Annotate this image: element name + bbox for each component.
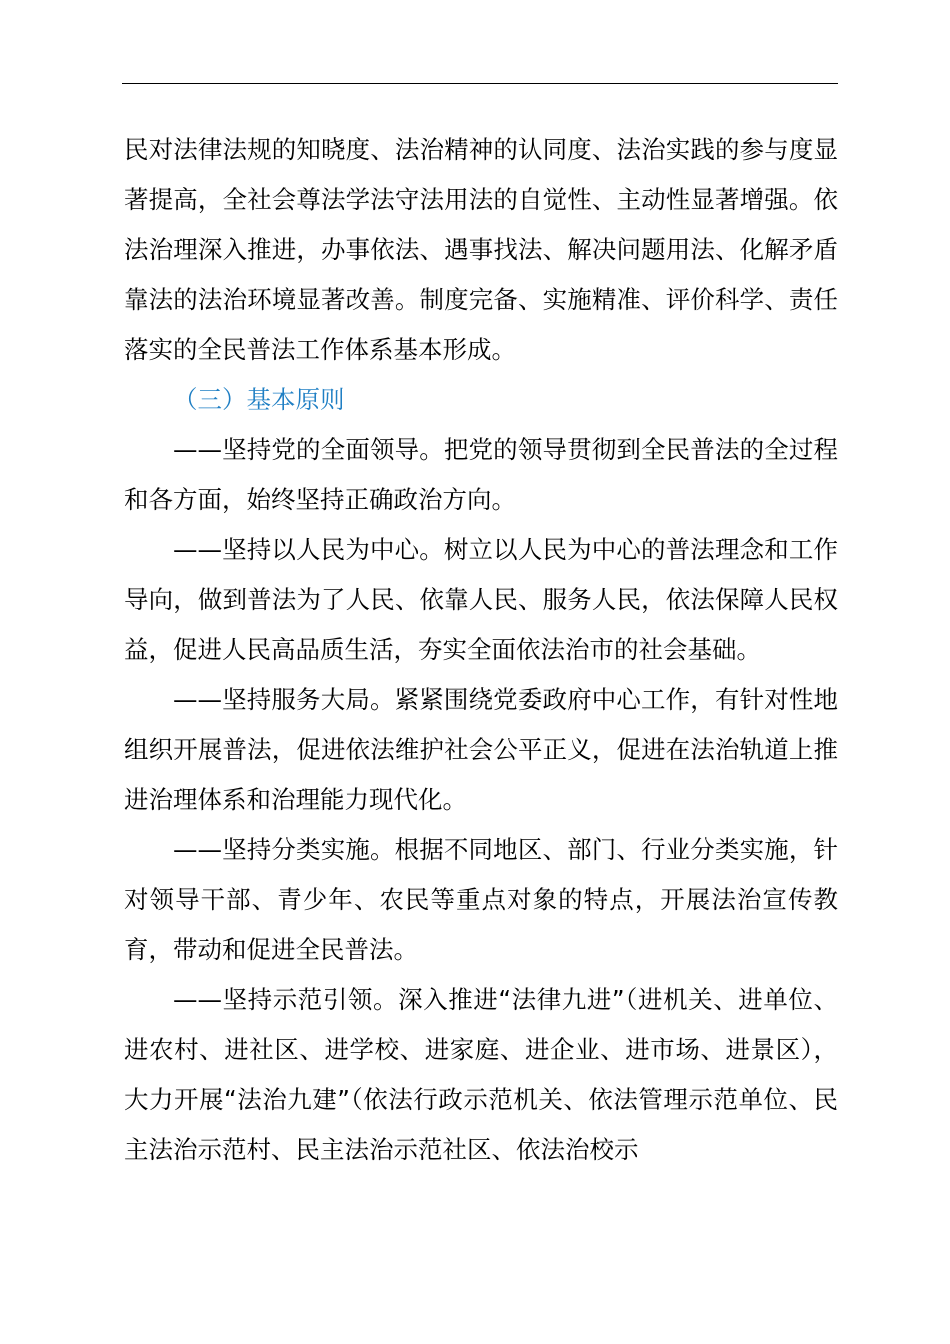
section-heading-basic-principles: （三）基本原则	[173, 385, 345, 414]
paragraph-principle-party-leadership: ——坚持党的全面领导。把党的领导贯彻到全民普法的全过程和各方面，始终坚持正确政治方向。	[124, 435, 838, 514]
paragraph-intro: 民对法律法规的知晓度、法治精神的认同度、法治实践的参与度显著提高，全社会尊法学法守法用法的自觉性、主动性显著增强。依法治理深入推进，办事依法、遇事找法、解决问题用法、化解矛盾靠法的法治环境显著改善。制度完备、实施精准、评价科学、责任落实的全民普法工作体系基本形成。	[124, 135, 838, 364]
paragraph-principle-classified-implementation: ——坚持分类实施。根据不同地区、部门、行业分类实施，针对领导干部、青少年、农民等重点对象的特点，开展法治宣传教育，带动和促进全民普法。	[124, 835, 838, 964]
document-body	[124, 125, 838, 1175]
paragraph-principle-serve-overall: ——坚持服务大局。紧紧围绕党委政府中心工作，有针对性地组织开展普法，促进依法维护社会公平正义，促进在法治轨道上推进治理体系和治理能力现代化。	[124, 685, 838, 814]
header-rule	[122, 83, 838, 84]
paragraph-principle-demonstration-lead: ——坚持示范引领。深入推进“法律九进”（进机关、进单位、进农村、进社区、进学校、进家庭、进企业、进市场、进景区），大力开展“法治九建”（依法行政示范机关、依法管理示范单位、民主法治示范村、民主法治示范社区、依法治校示	[124, 985, 838, 1164]
paragraph-principle-people-centered: ——坚持以人民为中心。树立以人民为中心的普法理念和工作导向，做到普法为了人民、依靠人民、服务人民，依法保障人民权益，促进人民高品质生活，夯实全面依法治市的社会基础。	[124, 535, 838, 664]
